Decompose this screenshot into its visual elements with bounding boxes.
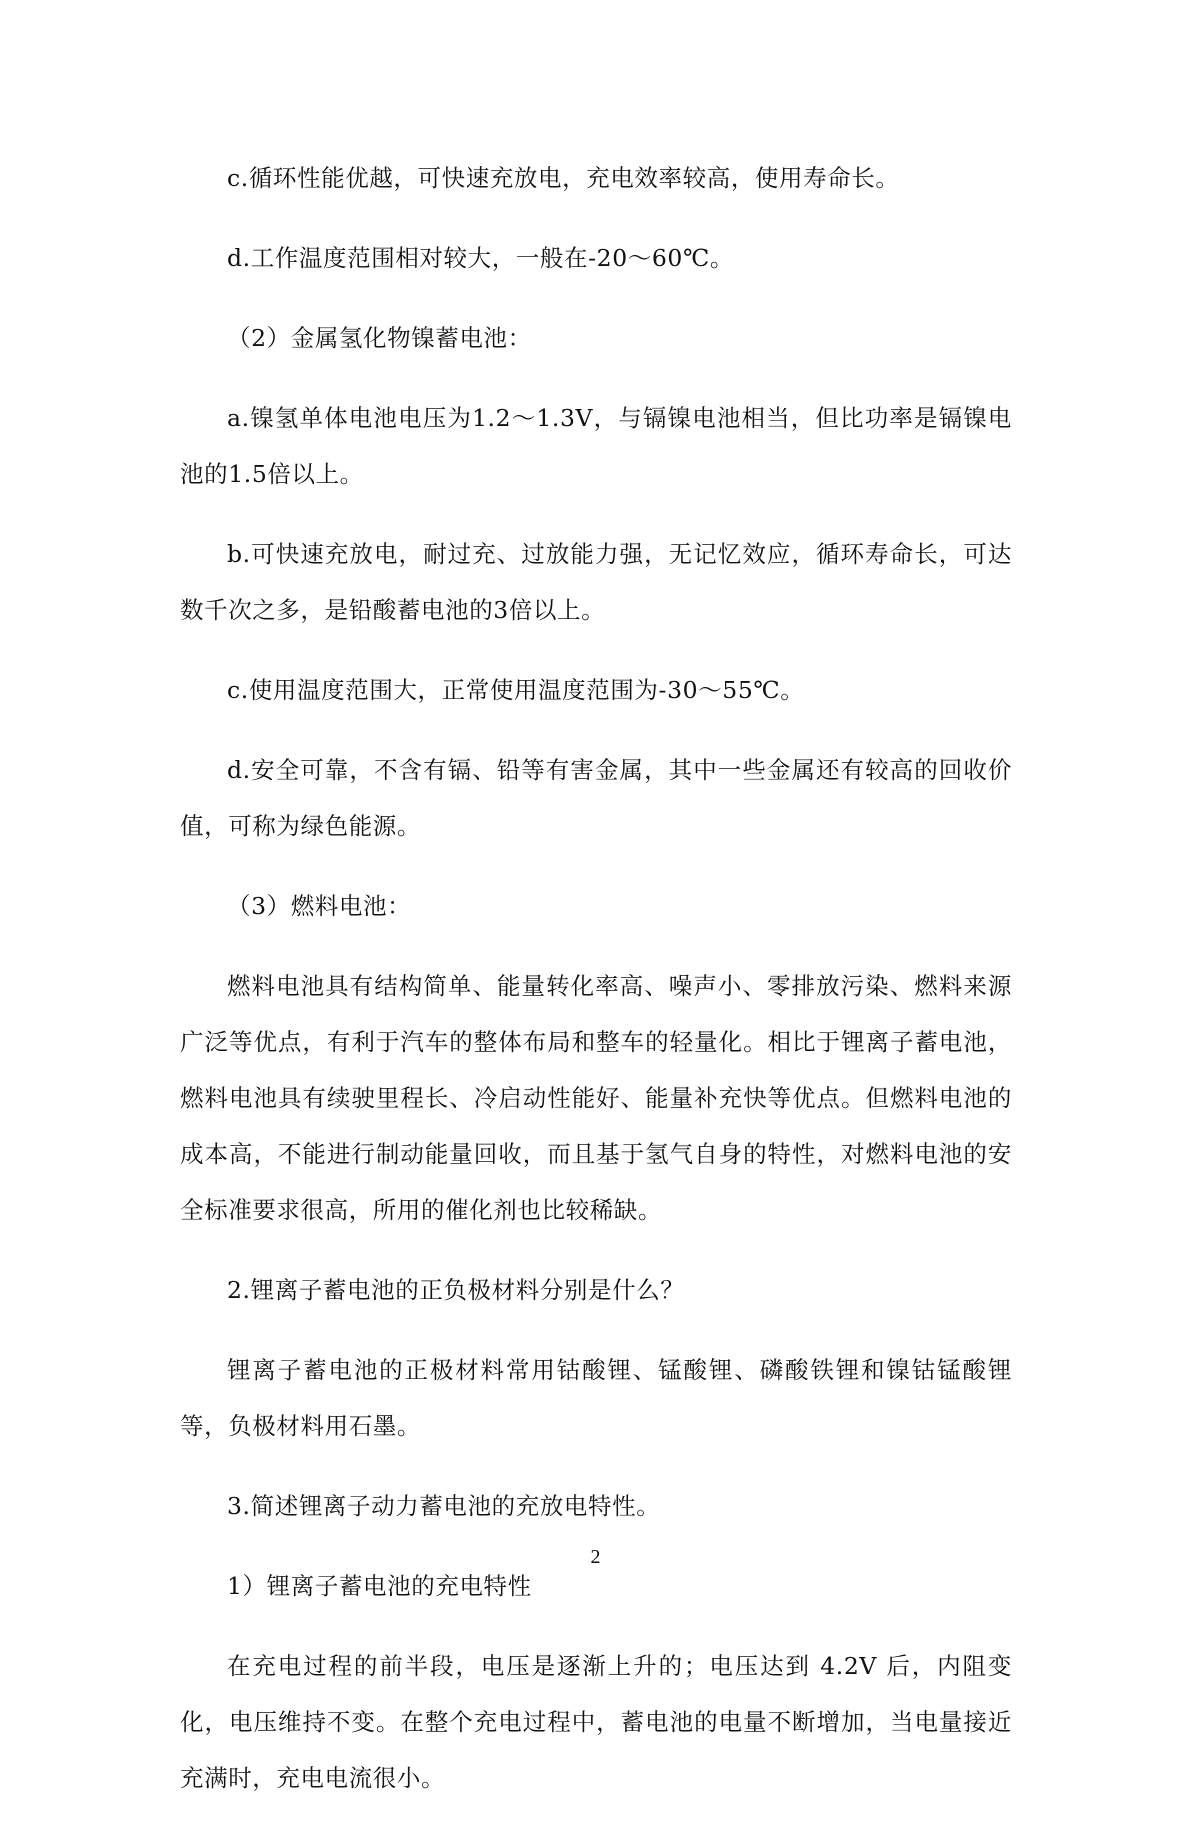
paragraph-c-temperature: c.使用温度范围大，正常使用温度范围为-30～55℃。: [227, 676, 805, 704]
question-electrode-materials: 2.锂离子蓄电池的正负极材料分别是什么？: [227, 1276, 685, 1304]
document-body: [180, 150, 1012, 1830]
paragraph-c-cycle: c.循环性能优越，可快速充放电，充电效率较高，使用寿命长。: [227, 164, 900, 192]
heading-nimh-battery: （2）金属氢化物镍蓄电池：: [227, 324, 532, 352]
question-charge-discharge: 3.简述锂离子动力蓄电池的充放电特性。: [227, 1492, 661, 1520]
paragraph-d-safety: d.安全可靠，不含有镉、铅等有害金属，其中一些金属还有较高的回收价值，可称为绿色能源。: [180, 756, 1012, 840]
heading-fuel-cell: （3）燃料电池：: [227, 892, 412, 920]
paragraph-charge-characteristics: 在充电过程的前半段，电压是逐渐上升的；电压达到 4.2V 后，内阻变化，电压维持不变。在整个充电过程中，蓄电池的电量不断增加，当电量接近充满时，充电电流很小。: [180, 1652, 1012, 1792]
paragraph-fuel-cell: 燃料电池具有结构简单、能量转化率高、噪声小、零排放污染、燃料来源广泛等优点，有利于汽车的整体布局和整车的轻量化。相比于锂离子蓄电池，燃料电池具有续驶里程长、冷启动性能好、能量补充快等优点。但燃料电池的成本高，不能进行制动能量回收，而且基于氢气自身的特性，对燃料电池的安全标准要求很高，所用的催化剂也比较稀缺。: [180, 972, 1012, 1224]
page-number: 2: [590, 1546, 601, 1568]
paragraph-electrode-materials: 锂离子蓄电池的正极材料常用钴酸锂、锰酸锂、磷酸铁锂和镍钴锰酸锂等，负极材料用石墨。: [180, 1356, 1012, 1440]
paragraph-d-temperature: d.工作温度范围相对较大，一般在-20～60℃。: [227, 244, 734, 272]
heading-charge-characteristics: 1）锂离子蓄电池的充电特性: [227, 1572, 532, 1600]
paragraph-b-charge: b.可快速充放电，耐过充、过放能力强，无记忆效应，循环寿命长，可达数千次之多，是铅酸蓄电池的3倍以上。: [180, 540, 1012, 624]
paragraph-a-voltage: a.镍氢单体电池电压为1.2～1.3V，与镉镍电池相当，但比功率是镉镍电池的1.5倍以上。: [180, 404, 1012, 488]
